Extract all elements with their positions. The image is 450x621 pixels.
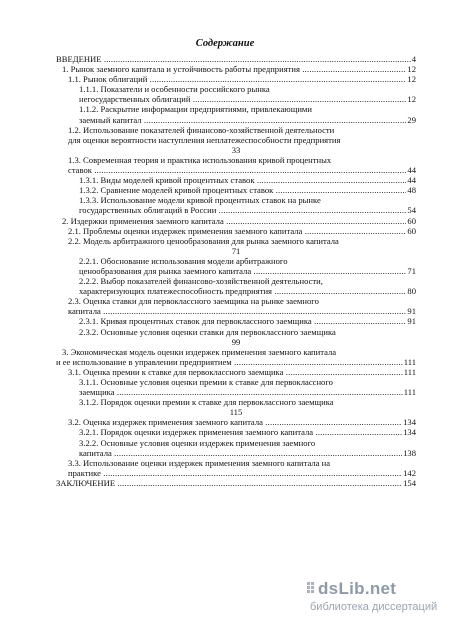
toc-page-number: 29 — [407, 114, 416, 125]
toc-line — [56, 478, 416, 488]
toc-line — [56, 195, 416, 205]
toc-page-number: 48 — [407, 185, 416, 196]
toc-line — [56, 155, 416, 165]
toc-line-text: 1.3. Современная теория и практика использования кривой процентных — [68, 154, 332, 165]
toc-line — [56, 64, 416, 74]
toc-page-number: 142 — [403, 467, 416, 478]
toc-page-number: 71 — [407, 265, 416, 276]
toc-line-text: ставок ..... — [68, 165, 416, 175]
toc-line — [56, 306, 416, 316]
toc-page-number: 154 — [403, 477, 416, 488]
toc-line-text: 3.1.1. Основные условия оценки премии к ставке для первоклассного — [79, 377, 333, 387]
toc-line — [56, 84, 416, 94]
toc-line-text: 3. Экономическая модель оценки издержек применения заемного капитала — [62, 346, 337, 357]
toc-line-text: негосударственных облигаций ..... — [79, 94, 416, 104]
toc-line — [56, 407, 416, 417]
toc-page-number: 60 — [407, 215, 416, 226]
toc-page-number: 4 — [411, 54, 416, 64]
toc-line — [56, 458, 416, 468]
toc-line — [56, 387, 416, 397]
toc-line-text: 3.2. Оценка издержек применения заемного капитала ..... — [68, 417, 416, 427]
toc-line-text: 1.2. Использование показателей финансово-хозяйственной деятельности — [68, 124, 335, 135]
toc-line — [56, 246, 416, 256]
toc-line-text: 3.2.1. Порядок оценки издержек применения заемного капитала ..... — [79, 427, 416, 437]
toc-line — [56, 135, 416, 145]
toc-line-text: 3.1. Оценка премии к ставке для первоклассного заемщика ..... — [68, 367, 416, 377]
toc-line-text: 2. Издержки применения заемного капитала ..... — [62, 216, 416, 226]
page-title: Содержание — [195, 38, 255, 49]
watermark-subtitle: библиотека диссертаций — [310, 601, 438, 613]
toc-line — [56, 468, 416, 478]
toc-line — [56, 226, 416, 236]
toc-page-number: 91 — [407, 306, 416, 317]
toc-page-number: 60 — [407, 225, 416, 236]
toc-line — [56, 347, 416, 357]
toc-line-text: 3.2.2. Основные условия оценки издержек применения заемного — [79, 437, 316, 448]
toc-line-text: 1.1.2. Раскрытие информации предприятиями, привлекающими — [79, 104, 312, 115]
toc-line-text: ЗАКЛЮЧЕНИЕ ..... — [56, 478, 416, 488]
toc-page-number: 12 — [407, 64, 416, 75]
toc-page-number: 91 — [407, 316, 416, 327]
toc-line-text: 33 — [231, 144, 241, 155]
toc-line-text: и ее использование в управлении предприятием ..... — [56, 357, 416, 367]
toc-page-number: 111 — [403, 387, 416, 398]
watermark — [306, 579, 448, 619]
toc-line-text: государственных облигаций в России ..... — [79, 205, 416, 215]
toc-line — [56, 357, 416, 367]
toc-line-text: для оценки вероятности наступления неплатежеспособности предприятия — [68, 134, 341, 145]
toc-line — [56, 296, 416, 306]
toc-line-text: капитала ..... — [79, 448, 416, 458]
toc-line — [56, 316, 416, 326]
toc-page-number: 44 — [407, 165, 416, 176]
toc-line — [56, 276, 416, 286]
toc-line — [56, 337, 416, 347]
toc-line-text: ценообразования для рынка заемного капитала ..... — [79, 266, 416, 276]
toc-line-text: 1.3.3. Использование модели кривой процентных ставок на рынке — [79, 195, 321, 206]
toc-page-number: 111 — [403, 356, 416, 367]
toc-line-text: 2.1. Проблемы оценки издержек применения заемного капитала ..... — [68, 226, 416, 236]
toc-page-number: 134 — [403, 417, 416, 428]
toc-line — [56, 417, 416, 427]
toc-line — [56, 236, 416, 246]
toc-line-text: 99 — [231, 336, 241, 347]
toc-line-text: 3.1.2. Порядок оценки премии к ставке для первоклассного заемщика — [79, 397, 334, 408]
toc-line — [56, 74, 416, 84]
toc-line-text: капитала ..... — [68, 306, 416, 316]
toc-line — [56, 145, 416, 155]
toc-page-number: 12 — [407, 94, 416, 105]
toc-line-text: характеризующих платежеспособность предприятия ..... — [79, 286, 416, 296]
toc-line — [56, 165, 416, 175]
toc-page-number: 54 — [407, 205, 416, 216]
toc-line-text: 71 — [231, 245, 241, 256]
toc-line — [56, 54, 416, 64]
toc-line — [56, 377, 416, 387]
toc-line — [56, 115, 416, 125]
toc-page-number: 134 — [403, 427, 416, 438]
toc-line-text: 115 — [229, 407, 243, 418]
toc-line-text: 2.2.2. Выбор показателей финансово-хозяйственной деятельности, — [79, 276, 323, 287]
toc-line — [56, 175, 416, 185]
toc-line — [56, 438, 416, 448]
toc-line — [56, 256, 416, 266]
toc-line — [56, 185, 416, 195]
toc-line — [56, 216, 416, 226]
toc-page-number: 12 — [407, 74, 416, 85]
toc-line-text: заемщика ..... — [79, 387, 416, 397]
toc-line — [56, 448, 416, 458]
toc-line — [56, 327, 416, 337]
toc-page-number: 111 — [403, 366, 416, 377]
toc-line-text: 1.3.1. Виды моделей кривой процентных ставок ..... — [79, 175, 416, 185]
toc-line — [56, 125, 416, 135]
toc-line-text: 2.2.1. Обоснование использования модели арбитражного — [79, 255, 288, 266]
toc-line-text: 2.3.2. Основные условия оценки ставки для первоклассного заемщика — [79, 326, 336, 337]
toc-line-text: 1.1.1. Показатели и особенности российского рынка — [79, 84, 270, 95]
toc-line-text: 1. Рынок заемного капитала и устойчивость работы предприятия ..... — [62, 64, 416, 74]
toc-page-number: 138 — [403, 447, 416, 458]
watermark-logo-icon — [306, 581, 316, 595]
toc-page-number: 44 — [407, 175, 416, 186]
toc-line — [56, 205, 416, 215]
toc-line-text: заемный капитал ..... — [79, 115, 416, 125]
toc-line-text: 3.3. Использование оценки издержек применения заемного капитала на — [68, 457, 331, 468]
toc-line-text: практике ..... — [68, 468, 416, 478]
watermark-logo-text: dsLib.net — [318, 579, 397, 598]
toc-line-text: ВВЕДЕНИЕ ..... — [56, 54, 416, 64]
toc-line — [56, 104, 416, 114]
toc-line — [56, 266, 416, 276]
toc-line — [56, 427, 416, 437]
toc-line — [56, 397, 416, 407]
table-of-contents — [56, 54, 416, 488]
toc-line-text: 2.2. Модель арбитражного ценообразования для рынка заемного капитала — [68, 235, 339, 246]
toc-line — [56, 367, 416, 377]
toc-line — [56, 94, 416, 104]
toc-line-text: 1.3.2. Сравнение моделей кривой процентных ставок ..... — [79, 185, 416, 195]
toc-line — [56, 286, 416, 296]
toc-line-text: 1.1. Рынок облигаций ..... — [68, 74, 416, 84]
toc-page-number: 80 — [407, 286, 416, 297]
toc-line-text: 2.3. Оценка ставки для первоклассного заемщика на рынке заемного — [68, 296, 319, 307]
toc-line-text: 2.3.1. Кривая процентных ставок для первоклассного заемщика ..... — [79, 316, 416, 326]
